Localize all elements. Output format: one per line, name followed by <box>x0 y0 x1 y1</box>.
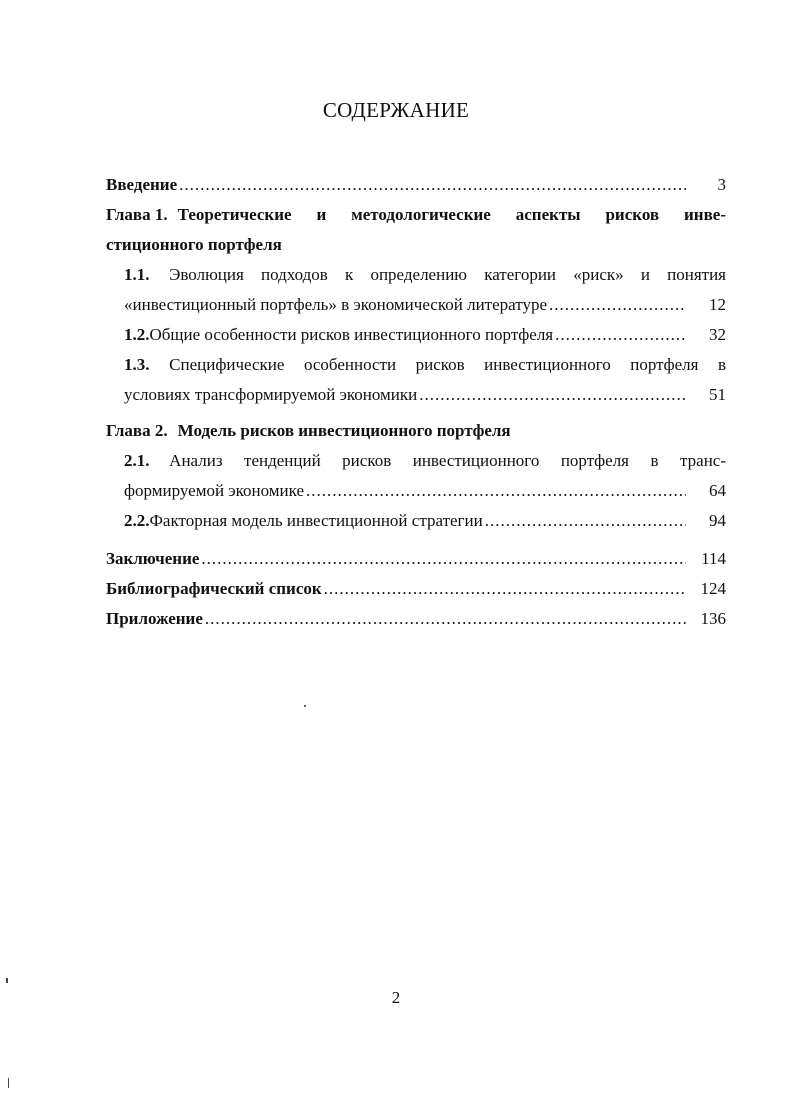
chapter-number: Глава 2. <box>106 421 168 440</box>
toc-page-number: 94 <box>709 511 726 530</box>
toc-chapter-1-heading-cont <box>106 230 726 260</box>
scan-speck <box>8 1078 9 1088</box>
section-number: 2.1. <box>124 451 150 470</box>
chapter-title-line: Теоретические и методологические аспекты рисков инве- <box>177 205 726 224</box>
toc-entry-appendix[interactable] <box>106 604 726 634</box>
section-title-line: Эволюция подходов к определению категории «риск» и понятия <box>169 265 726 284</box>
page-number: 2 <box>391 988 401 1007</box>
toc-section-1-2[interactable] <box>106 320 726 350</box>
toc-page-number: 3 <box>717 175 726 194</box>
section-title-line: формируемой экономике <box>124 481 305 500</box>
toc-entry-intro[interactable] <box>106 170 726 200</box>
page-title: СОДЕРЖАНИЕ <box>322 98 470 122</box>
toc-chapter-2-heading[interactable] <box>106 416 726 446</box>
leader-dots <box>549 290 686 320</box>
scan-speck <box>6 978 8 983</box>
section-title-line: условиях трансформируемой экономики <box>124 385 418 404</box>
toc-entry-label: Библиографический список <box>106 579 322 598</box>
chapter-title-line: стиционного портфеля <box>106 235 282 254</box>
leader-dots <box>419 380 686 410</box>
section-title-line: «инвестиционный портфель» в экономической литературе <box>124 295 547 314</box>
toc-entry-conclusion[interactable] <box>106 544 726 574</box>
leader-dots <box>485 506 686 536</box>
table-of-contents <box>106 170 726 634</box>
section-number: 1.3. <box>124 355 150 374</box>
toc-chapter-1-heading[interactable] <box>106 200 726 230</box>
leader-dots <box>324 574 686 604</box>
toc-page-number: 136 <box>700 609 726 628</box>
toc-page-number: 64 <box>709 481 726 500</box>
toc-section-2-2[interactable] <box>106 506 726 536</box>
leader-dots <box>201 544 686 574</box>
chapter-title-line: Модель рисков инвестиционного портфеля <box>177 421 511 440</box>
section-title-line: Анализ тенденций рисков инвестиционного портфеля в транс- <box>169 451 726 470</box>
section-number: 1.1. <box>124 265 150 284</box>
toc-page-number: 12 <box>709 295 726 314</box>
toc-section-1-3[interactable] <box>106 350 726 380</box>
toc-section-1-1-cont[interactable] <box>106 290 726 320</box>
section-number: 2.2. <box>124 511 150 530</box>
section-title-line: Факторная модель инвестиционной стратегии <box>149 511 483 530</box>
leader-dots <box>179 170 686 200</box>
toc-section-2-1-cont[interactable] <box>106 476 726 506</box>
section-title-line: Специфические особенности рисков инвестиционного портфеля в <box>169 355 726 374</box>
scan-speck <box>304 705 306 707</box>
chapter-number: Глава 1. <box>106 205 168 224</box>
toc-entry-label: Введение <box>106 175 178 194</box>
section-title-line: Общие особенности рисков инвестиционного портфеля <box>149 325 554 344</box>
leader-dots <box>555 320 686 350</box>
toc-section-2-1[interactable] <box>106 446 726 476</box>
toc-page-number: 124 <box>700 579 726 598</box>
toc-section-1-1[interactable] <box>106 260 726 290</box>
toc-section-1-3-cont[interactable] <box>106 380 726 410</box>
toc-page-number: 114 <box>701 549 726 568</box>
toc-entry-label: Заключение <box>106 549 200 568</box>
leader-dots <box>205 604 686 634</box>
section-number: 1.2. <box>124 325 150 344</box>
leader-dots <box>306 476 686 506</box>
toc-page-number: 51 <box>709 385 726 404</box>
toc-entry-label: Приложение <box>106 609 203 628</box>
toc-page-number: 32 <box>709 325 726 344</box>
toc-entry-bibliography[interactable] <box>106 574 726 604</box>
